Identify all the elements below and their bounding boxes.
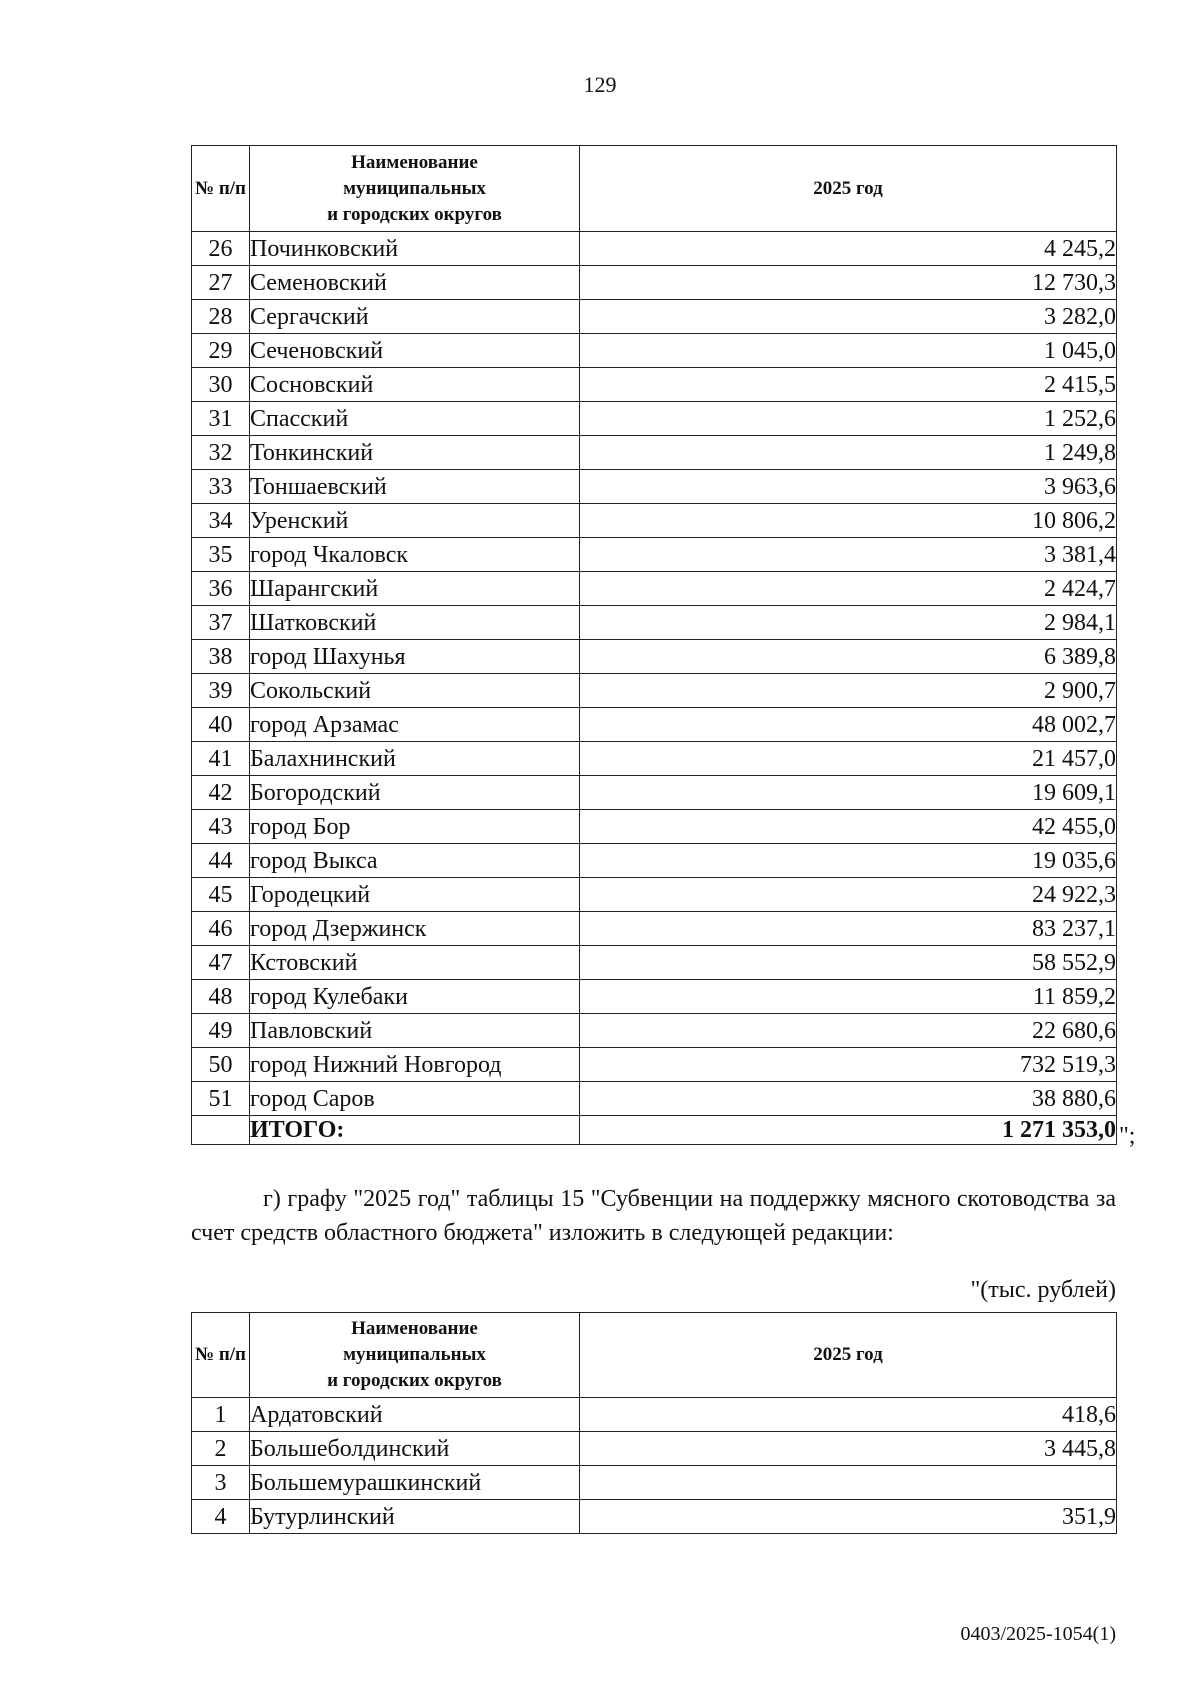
amount-value: 12 730,3 [580,266,1117,300]
table-row [192,1500,1117,1534]
table-row [192,368,1117,402]
header-municipality-name [250,146,580,232]
amount-value: 4 245,2 [580,232,1117,266]
municipality-name: Богородский [250,776,580,810]
municipality-name: Бутурлинский [250,1500,580,1534]
row-number: 51 [192,1082,250,1116]
municipality-name: Тонкинский [250,436,580,470]
municipality-name: Семеновский [250,266,580,300]
header-name-line: муниципальных [343,1344,486,1365]
amount-value: 2 900,7 [580,674,1117,708]
row-number: 42 [192,776,250,810]
municipality-name: Большемурашкинский [250,1466,580,1500]
closing-quote: "; [1119,1123,1136,1149]
page-number: 129 [583,72,617,97]
table-row [192,776,1117,810]
header-number: № п/п [192,1313,250,1398]
header-name-line: муниципальных [343,177,486,199]
municipality-name: Уренский [250,504,580,538]
amount-value: 1 252,6 [580,402,1117,436]
paragraph-text: г) графу "2025 год" таблицы 15 "Субвенции на поддержку мясного скотоводства за счет средств областного бюджета" изложить в следующей редакции: [191,1186,1116,1246]
amount-value: 1 045,0 [580,334,1117,368]
row-number: 50 [192,1048,250,1082]
header-name-line: и городских округов [327,1370,502,1391]
table-row [192,810,1117,844]
municipality-name: Городецкий [250,878,580,912]
row-number: 34 [192,504,250,538]
row-number: 45 [192,878,250,912]
header-year: 2025 год [580,146,1117,232]
row-number: 26 [192,232,250,266]
table-header-row [192,146,1117,232]
municipality-name: Спасский [250,402,580,436]
municipality-name: город Чкаловск [250,538,580,572]
header-name-line: и городских округов [327,203,502,225]
row-number: 2 [192,1432,250,1466]
amount-value: 3 381,4 [580,538,1117,572]
amount-value: 6 389,8 [580,640,1117,674]
table-row [192,708,1117,742]
municipality-name: Тоншаевский [250,470,580,504]
municipality-name: город Выкса [250,844,580,878]
amount-value: 21 457,0 [580,742,1117,776]
table-row [192,538,1117,572]
amount-value: 19 035,6 [580,844,1117,878]
table-row [192,266,1117,300]
municipality-name: Балахнинский [250,742,580,776]
row-number: 48 [192,980,250,1014]
table-row [192,912,1117,946]
row-number: 43 [192,810,250,844]
amount-value: 24 922,3 [580,878,1117,912]
amount-value: 19 609,1 [580,776,1117,810]
amount-value: 3 282,0 [580,300,1117,334]
table-row [192,1082,1117,1116]
row-number: 28 [192,300,250,334]
table-row [192,980,1117,1014]
amount-value: 3 445,8 [580,1432,1117,1466]
municipality-name: Шарангский [250,572,580,606]
row-number: 1 [192,1398,250,1432]
row-number: 37 [192,606,250,640]
header-name-line: Наименование [351,1318,478,1339]
row-number: 41 [192,742,250,776]
table-header-row [192,1313,1117,1398]
row-number: 31 [192,402,250,436]
row-number: 30 [192,368,250,402]
total-row [192,1116,1117,1145]
municipality-name: Сергачский [250,300,580,334]
municipality-name: Сокольский [250,674,580,708]
municipality-name: Кстовский [250,946,580,980]
table-row [192,402,1117,436]
meat-cattle-subvention-table [191,1312,1117,1534]
total-label: ИТОГО: [250,1116,580,1145]
amount-value: 418,6 [580,1398,1117,1432]
total-number-cell [192,1116,250,1145]
municipality-name: город Нижний Новгород [250,1048,580,1082]
subvention-table-continued [191,145,1117,1145]
amount-value [580,1466,1117,1500]
municipality-name: город Бор [250,810,580,844]
header-municipality-name [250,1313,580,1398]
amount-value: 22 680,6 [580,1014,1117,1048]
table-row [192,878,1117,912]
amount-value: 48 002,7 [580,708,1117,742]
header-name-line: Наименование [351,151,478,173]
municipality-name: Ардатовский [250,1398,580,1432]
row-number: 32 [192,436,250,470]
row-number: 44 [192,844,250,878]
table-row [192,1014,1117,1048]
table-row [192,946,1117,980]
table-row [192,606,1117,640]
document-code: 0403/2025-1054(1) [960,1623,1116,1645]
row-number: 38 [192,640,250,674]
amount-value: 732 519,3 [580,1048,1117,1082]
row-number: 29 [192,334,250,368]
table-row [192,1398,1117,1432]
table-row [192,232,1117,266]
amount-value: 1 249,8 [580,436,1117,470]
amount-value: 38 880,6 [580,1082,1117,1116]
municipality-name: Сеченовский [250,334,580,368]
amount-value: 58 552,9 [580,946,1117,980]
row-number: 49 [192,1014,250,1048]
amount-value: 11 859,2 [580,980,1117,1014]
municipality-name: город Кулебаки [250,980,580,1014]
amendment-paragraph [191,1182,1116,1250]
amount-value: 83 237,1 [580,912,1117,946]
header-number: № п/п [192,146,250,232]
row-number: 47 [192,946,250,980]
table-row [192,1466,1117,1500]
municipality-name: Павловский [250,1014,580,1048]
table-row [192,334,1117,368]
municipality-name: Починковский [250,232,580,266]
table-row [192,436,1117,470]
table-row [192,572,1117,606]
amount-value: 3 963,6 [580,470,1117,504]
row-number: 46 [192,912,250,946]
table-row [192,674,1117,708]
row-number: 36 [192,572,250,606]
table-row [192,1048,1117,1082]
table-body [192,1398,1117,1534]
units-label: "(тыс. рублей) [970,1277,1116,1303]
table-row [192,470,1117,504]
municipality-name: город Саров [250,1082,580,1116]
header-year: 2025 год [580,1313,1117,1398]
row-number: 39 [192,674,250,708]
row-number: 3 [192,1466,250,1500]
table-row [192,1432,1117,1466]
row-number: 40 [192,708,250,742]
amount-value: 2 424,7 [580,572,1117,606]
row-number: 33 [192,470,250,504]
amount-value: 10 806,2 [580,504,1117,538]
municipality-name: Большеболдинский [250,1432,580,1466]
row-number: 35 [192,538,250,572]
amount-value: 42 455,0 [580,810,1117,844]
total-value: 1 271 353,0 [580,1116,1117,1145]
table-row [192,300,1117,334]
table-body [192,232,1117,1116]
municipality-name: Сосновский [250,368,580,402]
municipality-name: город Дзержинск [250,912,580,946]
table-row [192,504,1117,538]
amount-value: 2 984,1 [580,606,1117,640]
row-number: 4 [192,1500,250,1534]
amount-value: 2 415,5 [580,368,1117,402]
table-row [192,742,1117,776]
row-number: 27 [192,266,250,300]
municipality-name: Шатковский [250,606,580,640]
municipality-name: город Шахунья [250,640,580,674]
municipality-name: город Арзамас [250,708,580,742]
table-row [192,640,1117,674]
table-row [192,844,1117,878]
amount-value: 351,9 [580,1500,1117,1534]
